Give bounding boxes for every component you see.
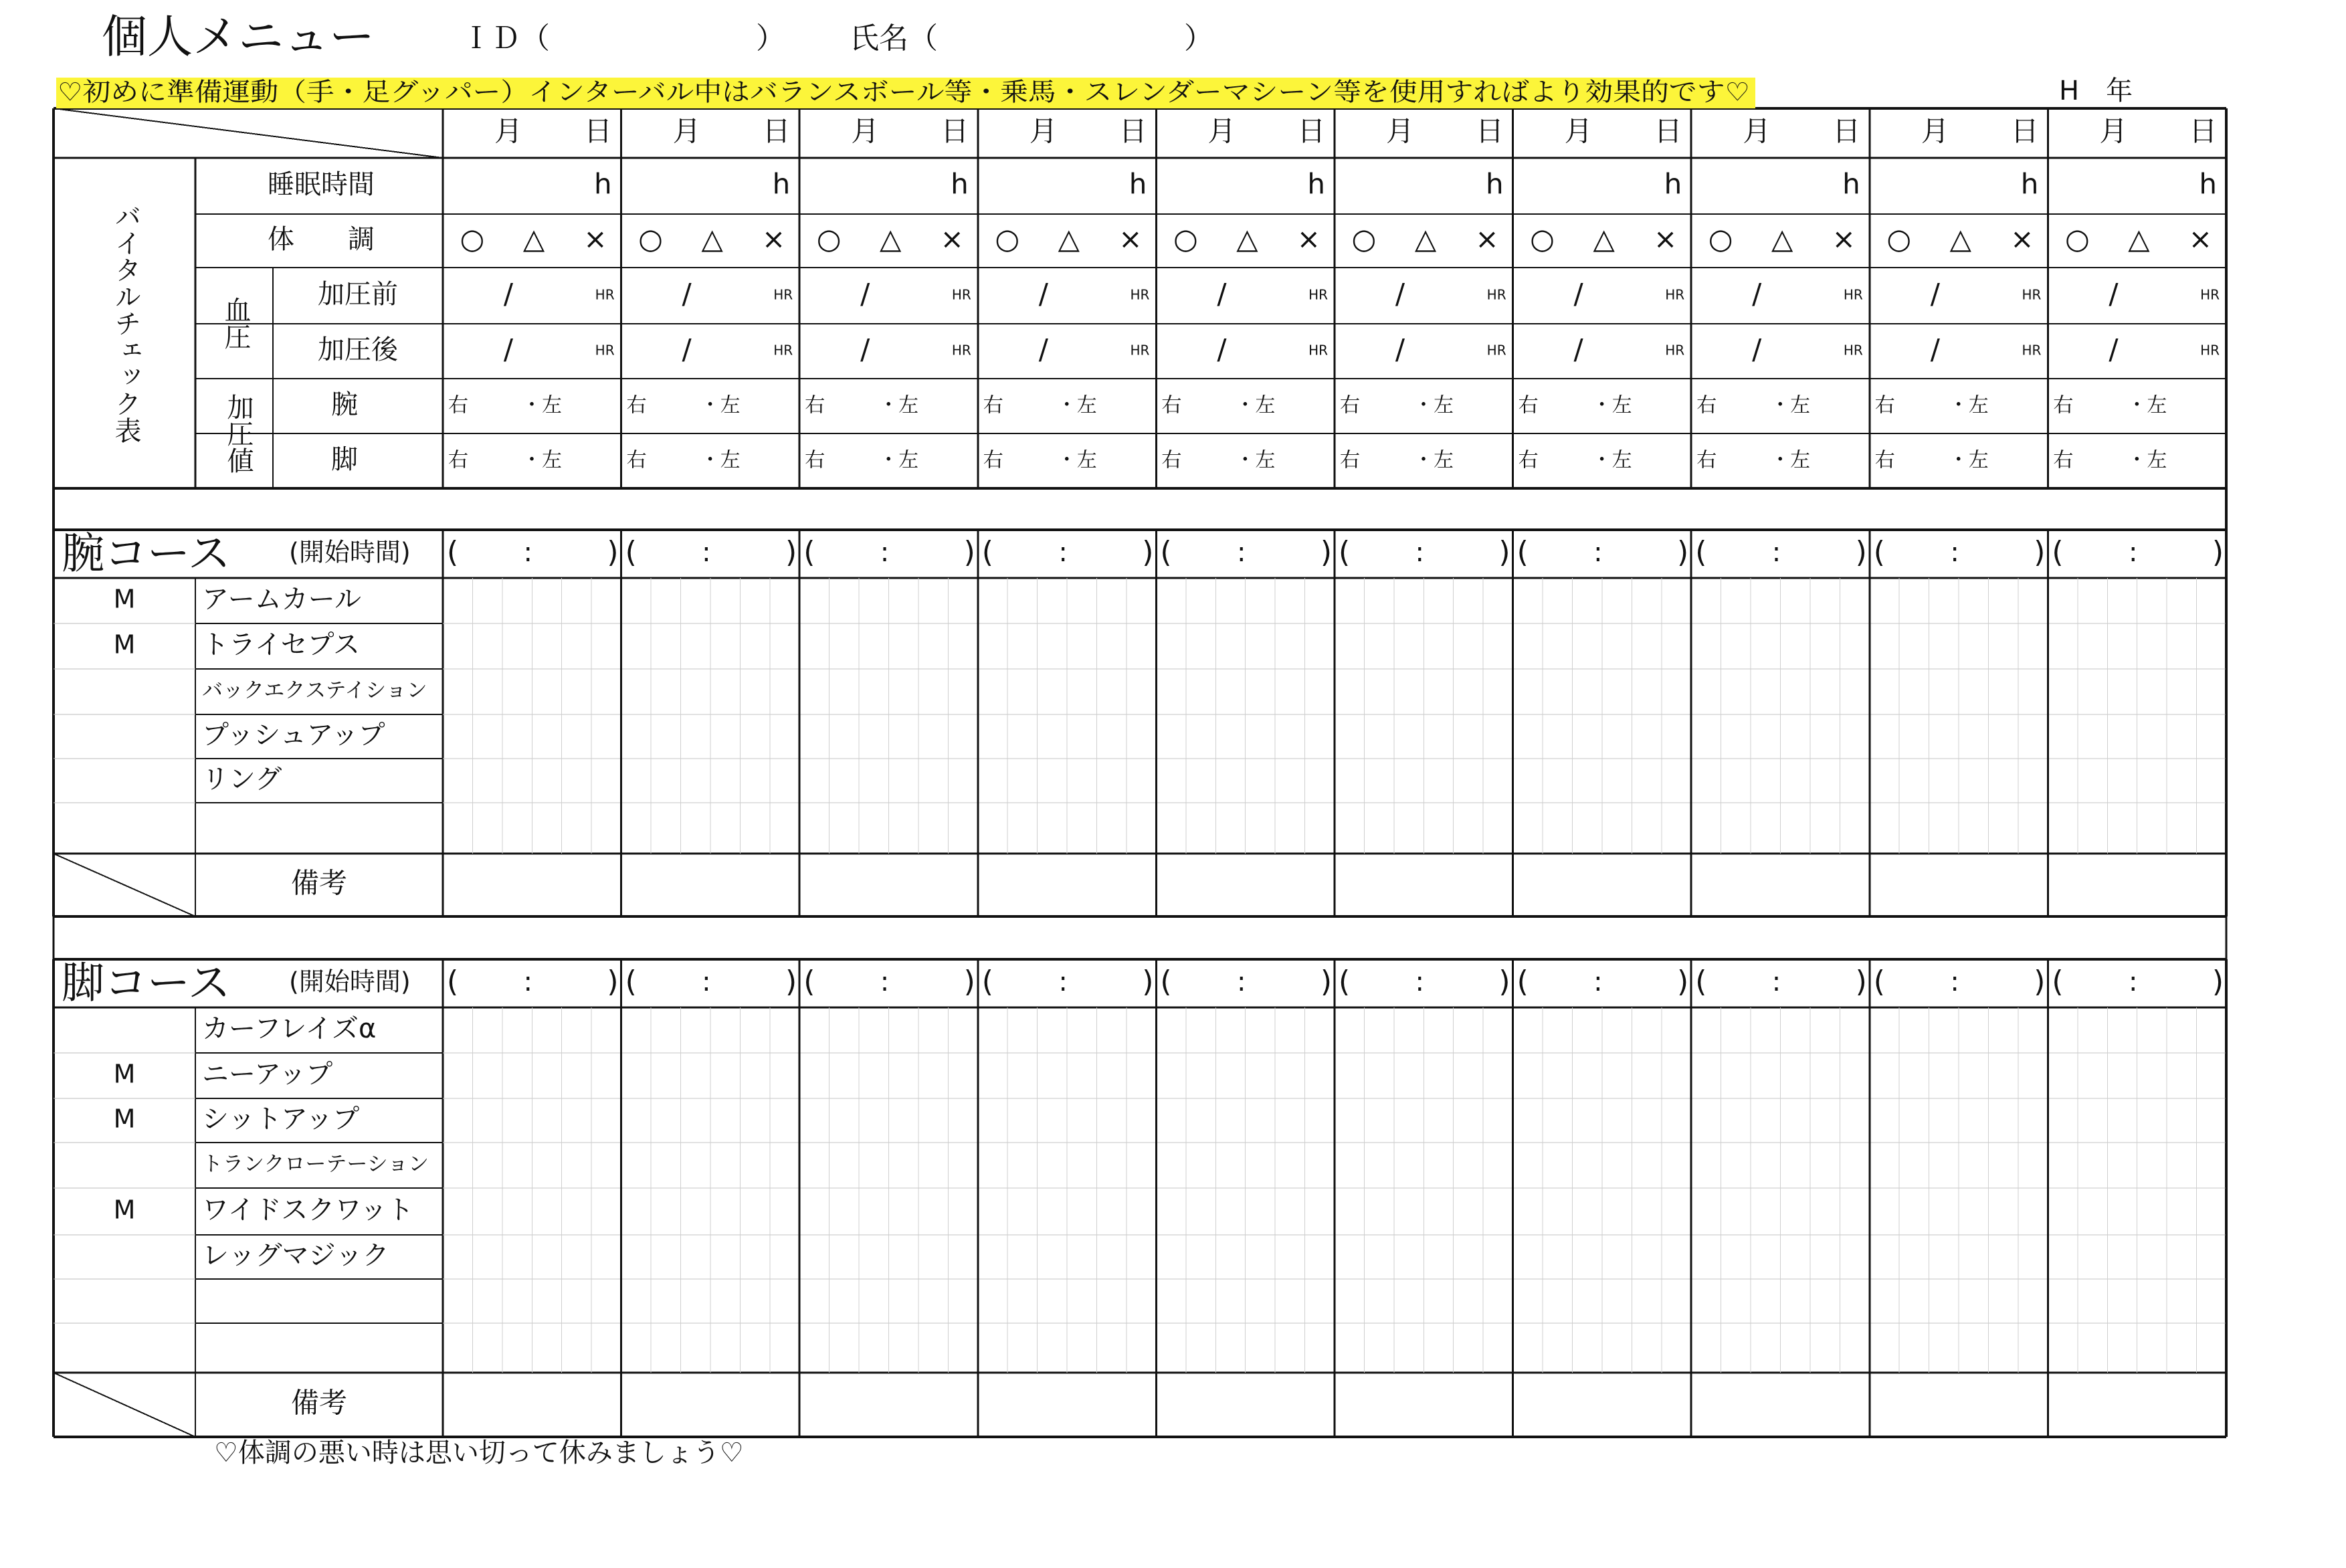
exercise-name: ワイドスクワット	[202, 1195, 414, 1226]
time-close-paren: )	[2212, 535, 2224, 569]
left-side-label: ・左	[522, 393, 562, 417]
bp-slash: /	[503, 277, 514, 310]
bp-slash: /	[1038, 277, 1048, 310]
sleep-time-label: 睡眠時間	[268, 169, 375, 200]
left-side-label: ・左	[2127, 393, 2167, 417]
time-colon: :	[702, 967, 711, 997]
time-open-paren: (	[1339, 535, 1351, 569]
time-colon: :	[1058, 967, 1068, 997]
time-close-paren: )	[607, 535, 619, 569]
time-close-paren: )	[1677, 535, 1689, 569]
date-day-label: 日	[1297, 114, 1326, 148]
sleep-unit: h	[1307, 167, 1325, 201]
time-open-paren: (	[625, 965, 637, 999]
exercise-name: アームカール	[202, 584, 361, 615]
condition-mark: △	[522, 222, 545, 256]
time-close-paren: )	[963, 965, 975, 999]
date-day-label: 日	[2010, 114, 2039, 148]
condition-mark: ○	[460, 222, 485, 256]
time-close-paren: )	[1855, 965, 1867, 999]
time-close-paren: )	[1142, 965, 1154, 999]
heart-rate-unit: HR	[1308, 342, 1328, 359]
time-close-paren: )	[607, 965, 619, 999]
condition-mark: △	[1058, 222, 1080, 256]
heart-rate-unit: HR	[951, 286, 971, 303]
leg-course-remarks-label: 備考	[290, 1386, 348, 1419]
condition-mark: △	[1771, 222, 1793, 256]
condition-mark: △	[880, 222, 902, 256]
right-side-label: 右	[1696, 393, 1717, 417]
heart-rate-unit: HR	[951, 342, 971, 359]
left-side-label: ・左	[1591, 448, 1632, 472]
right-side-label: 右	[1874, 393, 1895, 417]
condition-mark: ×	[1296, 222, 1321, 256]
time-open-paren: (	[2052, 965, 2064, 999]
bp-slash: /	[1395, 277, 1405, 310]
heart-rate-unit: HR	[1665, 342, 1685, 359]
time-close-paren: )	[2034, 535, 2046, 569]
sleep-unit: h	[772, 167, 791, 201]
left-side-label: ・左	[1948, 448, 1989, 472]
heart-rate-unit: HR	[773, 286, 793, 303]
bp-slash: /	[503, 332, 514, 366]
bp-slash: /	[2109, 277, 2119, 310]
time-open-paren: (	[1160, 535, 1172, 569]
right-side-label: 右	[805, 393, 825, 417]
sleep-unit: h	[1842, 167, 1860, 201]
condition-mark: ×	[1118, 222, 1143, 256]
condition-mark: ○	[1351, 222, 1377, 256]
heart-rate-unit: HR	[1308, 286, 1328, 303]
condition-mark: ○	[638, 222, 663, 256]
condition-mark: ×	[940, 222, 964, 256]
right-side-label: 右	[2053, 393, 2074, 417]
left-side-label: ・左	[1770, 393, 1811, 417]
condition-mark: ×	[761, 222, 786, 256]
header-diagonal	[54, 108, 443, 158]
vital-check-label: バイタルチェック表	[110, 203, 141, 444]
date-month-label: 月	[1921, 114, 1949, 148]
left-side-label: ・左	[1056, 393, 1097, 417]
condition-mark: △	[1236, 222, 1258, 256]
time-open-paren: (	[1873, 965, 1885, 999]
right-side-label: 右	[983, 393, 1003, 417]
date-day-label: 日	[941, 114, 969, 148]
right-side-label: 右	[448, 393, 468, 417]
time-colon: :	[1771, 967, 1781, 997]
heart-rate-unit: HR	[595, 286, 615, 303]
condition-mark: ○	[1708, 222, 1733, 256]
time-open-paren: (	[1695, 965, 1707, 999]
leg-course-start-time-label: (開始時間)	[289, 967, 411, 997]
date-month-label: 月	[2099, 114, 2128, 148]
remarks-diagonal	[54, 1373, 195, 1437]
exercise-name: トランクローテーション	[202, 1152, 429, 1177]
heart-rate-unit: HR	[1843, 286, 1863, 303]
right-side-label: 右	[1340, 448, 1360, 472]
heart-rate-unit: HR	[1130, 342, 1150, 359]
condition-mark: ○	[2065, 222, 2090, 256]
right-side-label: 右	[983, 448, 1003, 472]
bp-slash: /	[1752, 332, 1762, 366]
notice-text: ♡初めに準備運動（手・足グッパー）インターバル中はバランスボール等・乗馬・スレンダーマシーン等を使用すればより効果的です♡	[58, 77, 1750, 107]
time-close-paren: )	[785, 965, 797, 999]
sleep-unit: h	[951, 167, 969, 201]
left-side-label: ・左	[1056, 448, 1097, 472]
time-colon: :	[1593, 537, 1603, 568]
heart-rate-unit: HR	[2022, 286, 2042, 303]
machine-mark: M	[113, 584, 136, 614]
left-side-label: ・左	[522, 448, 562, 472]
time-open-paren: (	[625, 535, 637, 569]
right-side-label: 右	[448, 448, 468, 472]
time-close-paren: )	[1498, 535, 1510, 569]
condition-mark: ○	[1886, 222, 1912, 256]
condition-mark: △	[701, 222, 723, 256]
right-side-label: 右	[805, 448, 825, 472]
time-colon: :	[880, 537, 890, 568]
condition-mark: ○	[1530, 222, 1555, 256]
time-open-paren: (	[1160, 965, 1172, 999]
bp-slash: /	[2109, 332, 2119, 366]
condition-mark: ×	[2188, 222, 2213, 256]
time-open-paren: (	[803, 535, 815, 569]
exercise-name: シットアップ	[202, 1104, 360, 1135]
date-month-label: 月	[1029, 114, 1058, 148]
bp-slash: /	[1038, 332, 1048, 366]
right-side-label: 右	[626, 448, 647, 472]
time-colon: :	[1058, 537, 1068, 568]
left-side-label: ・左	[1591, 393, 1632, 417]
arm-course-start-time-label: (開始時間)	[289, 537, 411, 567]
condition-label: 体 調	[268, 224, 375, 255]
bp-slash: /	[1573, 332, 1583, 366]
time-close-paren: )	[1677, 965, 1689, 999]
right-side-label: 右	[1161, 448, 1182, 472]
bp-slash: /	[1217, 277, 1227, 310]
condition-mark: ×	[2010, 222, 2034, 256]
time-colon: :	[1236, 537, 1246, 568]
heart-rate-unit: HR	[1486, 286, 1506, 303]
time-open-paren: (	[447, 535, 459, 569]
condition-mark: △	[2128, 222, 2150, 256]
time-open-paren: (	[803, 965, 815, 999]
sleep-unit: h	[2199, 167, 2217, 201]
time-open-paren: (	[1873, 535, 1885, 569]
bp-slash: /	[1930, 277, 1940, 310]
time-colon: :	[702, 537, 711, 568]
left-side-label: ・左	[700, 448, 741, 472]
bp-before-label: 加圧前	[318, 279, 398, 310]
right-side-label: 右	[1518, 448, 1539, 472]
time-colon: :	[1950, 967, 1959, 997]
condition-mark: ×	[1653, 222, 1678, 256]
sleep-unit: h	[1485, 167, 1504, 201]
heart-rate-unit: HR	[773, 342, 793, 359]
blood-pressure-label: 血圧	[220, 296, 251, 350]
remarks-diagonal	[54, 854, 195, 916]
pressure-value-label: 加圧値	[223, 393, 254, 474]
left-side-label: ・左	[1770, 448, 1811, 472]
left-side-label: ・左	[1413, 393, 1454, 417]
left-side-label: ・左	[2127, 448, 2167, 472]
machine-mark: M	[113, 1104, 136, 1134]
time-open-paren: (	[447, 965, 459, 999]
right-side-label: 右	[626, 393, 647, 417]
heart-rate-unit: HR	[595, 342, 615, 359]
bp-slash: /	[1217, 332, 1227, 366]
date-day-label: 日	[1475, 114, 1504, 148]
arm-course-remarks-label: 備考	[290, 866, 348, 900]
date-day-label: 日	[1118, 114, 1147, 148]
time-close-paren: )	[2034, 965, 2046, 999]
time-open-paren: (	[1339, 965, 1351, 999]
right-side-label: 右	[1696, 448, 1717, 472]
heart-rate-unit: HR	[2022, 342, 2042, 359]
condition-mark: ○	[995, 222, 1020, 256]
sleep-unit: h	[593, 167, 612, 201]
sleep-unit: h	[2020, 167, 2039, 201]
time-colon: :	[2128, 967, 2138, 997]
date-month-label: 月	[672, 114, 701, 148]
condition-mark: △	[1949, 222, 1971, 256]
time-close-paren: )	[1320, 535, 1332, 569]
left-side-label: ・左	[1413, 448, 1454, 472]
time-colon: :	[1415, 967, 1425, 997]
date-day-label: 日	[2189, 114, 2218, 148]
era-year-label: H 年	[2059, 76, 2133, 106]
right-side-label: 右	[1874, 448, 1895, 472]
page-title: 個人メニュー	[102, 11, 375, 64]
condition-mark: ×	[1832, 222, 1856, 256]
time-close-paren: )	[1320, 965, 1332, 999]
exercise-name: リング	[202, 764, 282, 795]
bp-after-label: 加圧後	[318, 334, 398, 365]
machine-mark: M	[113, 1059, 136, 1089]
date-month-label: 月	[1207, 114, 1236, 148]
time-open-paren: (	[2052, 535, 2064, 569]
condition-mark: ×	[1475, 222, 1499, 256]
left-side-label: ・左	[878, 393, 919, 417]
right-side-label: 右	[2053, 448, 2074, 472]
bp-slash: /	[1752, 277, 1762, 310]
date-day-label: 日	[1832, 114, 1861, 148]
sleep-unit: h	[1129, 167, 1147, 201]
heart-rate-unit: HR	[2200, 286, 2220, 303]
heart-rate-unit: HR	[1665, 286, 1685, 303]
right-side-label: 右	[1161, 393, 1182, 417]
name-label: 氏名（	[850, 21, 938, 56]
time-close-paren: )	[785, 535, 797, 569]
date-month-label: 月	[494, 114, 523, 148]
pressure-arm-label: 腕	[331, 389, 358, 420]
condition-mark: ○	[1173, 222, 1198, 256]
time-colon: :	[880, 967, 890, 997]
sleep-unit: h	[1664, 167, 1682, 201]
time-close-paren: )	[963, 535, 975, 569]
time-open-paren: (	[981, 535, 993, 569]
heart-rate-unit: HR	[1486, 342, 1506, 359]
right-side-label: 右	[1340, 393, 1360, 417]
date-month-label: 月	[1385, 114, 1415, 148]
bp-slash: /	[1930, 332, 1940, 366]
date-month-label: 月	[851, 114, 880, 148]
exercise-name: バックエクステイション	[202, 678, 427, 703]
arm-course-title: 腕コース	[62, 529, 231, 579]
exercise-name: レッグマジック	[202, 1240, 389, 1271]
bp-slash: /	[860, 277, 870, 310]
date-month-label: 月	[1564, 114, 1593, 148]
time-close-paren: )	[1498, 965, 1510, 999]
date-day-label: 日	[583, 114, 613, 148]
exercise-name: プッシュアップ	[202, 720, 385, 751]
date-day-label: 日	[762, 114, 791, 148]
condition-mark: ○	[816, 222, 842, 256]
left-side-label: ・左	[1235, 448, 1276, 472]
time-colon: :	[1771, 537, 1781, 568]
exercise-name: ニーアップ	[202, 1059, 333, 1090]
right-side-label: 右	[1518, 393, 1539, 417]
time-close-paren: )	[1142, 535, 1154, 569]
time-close-paren: )	[2212, 965, 2224, 999]
leg-course-title: 脚コース	[62, 959, 231, 1009]
time-colon: :	[1593, 967, 1603, 997]
time-close-paren: )	[1855, 535, 1867, 569]
machine-mark: M	[113, 629, 136, 660]
time-open-paren: (	[1517, 965, 1529, 999]
condition-mark: △	[1414, 222, 1437, 256]
time-colon: :	[1236, 967, 1246, 997]
machine-mark: M	[113, 1195, 136, 1225]
left-side-label: ・左	[878, 448, 919, 472]
time-colon: :	[523, 537, 533, 568]
heart-rate-unit: HR	[2200, 342, 2220, 359]
bp-slash: /	[1395, 332, 1405, 366]
time-open-paren: (	[981, 965, 993, 999]
exercise-name: カーフレイズα	[202, 1013, 377, 1044]
id-label: ＩＤ（	[462, 21, 550, 56]
bp-slash: /	[682, 277, 692, 310]
id-close-paren: ）	[756, 21, 785, 56]
date-day-label: 日	[1654, 114, 1682, 148]
exercise-name: トライセプス	[202, 629, 360, 660]
bp-slash: /	[860, 332, 870, 366]
date-month-label: 月	[1743, 114, 1771, 148]
left-side-label: ・左	[1948, 393, 1989, 417]
left-side-label: ・左	[700, 393, 741, 417]
heart-rate-unit: HR	[1843, 342, 1863, 359]
time-open-paren: (	[1695, 535, 1707, 569]
time-colon: :	[523, 967, 533, 997]
pressure-leg-label: 脚	[331, 444, 358, 475]
time-colon: :	[2128, 537, 2138, 568]
bp-slash: /	[682, 332, 692, 366]
condition-mark: ×	[583, 222, 607, 256]
condition-mark: △	[1593, 222, 1615, 256]
time-open-paren: (	[1517, 535, 1529, 569]
heart-rate-unit: HR	[1130, 286, 1150, 303]
bp-slash: /	[1573, 277, 1583, 310]
time-colon: :	[1950, 537, 1959, 568]
footer-note: ♡体調の悪い時は思い切って休みましょう♡	[214, 1438, 744, 1468]
left-side-label: ・左	[1235, 393, 1276, 417]
time-colon: :	[1415, 537, 1425, 568]
name-close-paren: ）	[1184, 21, 1213, 56]
